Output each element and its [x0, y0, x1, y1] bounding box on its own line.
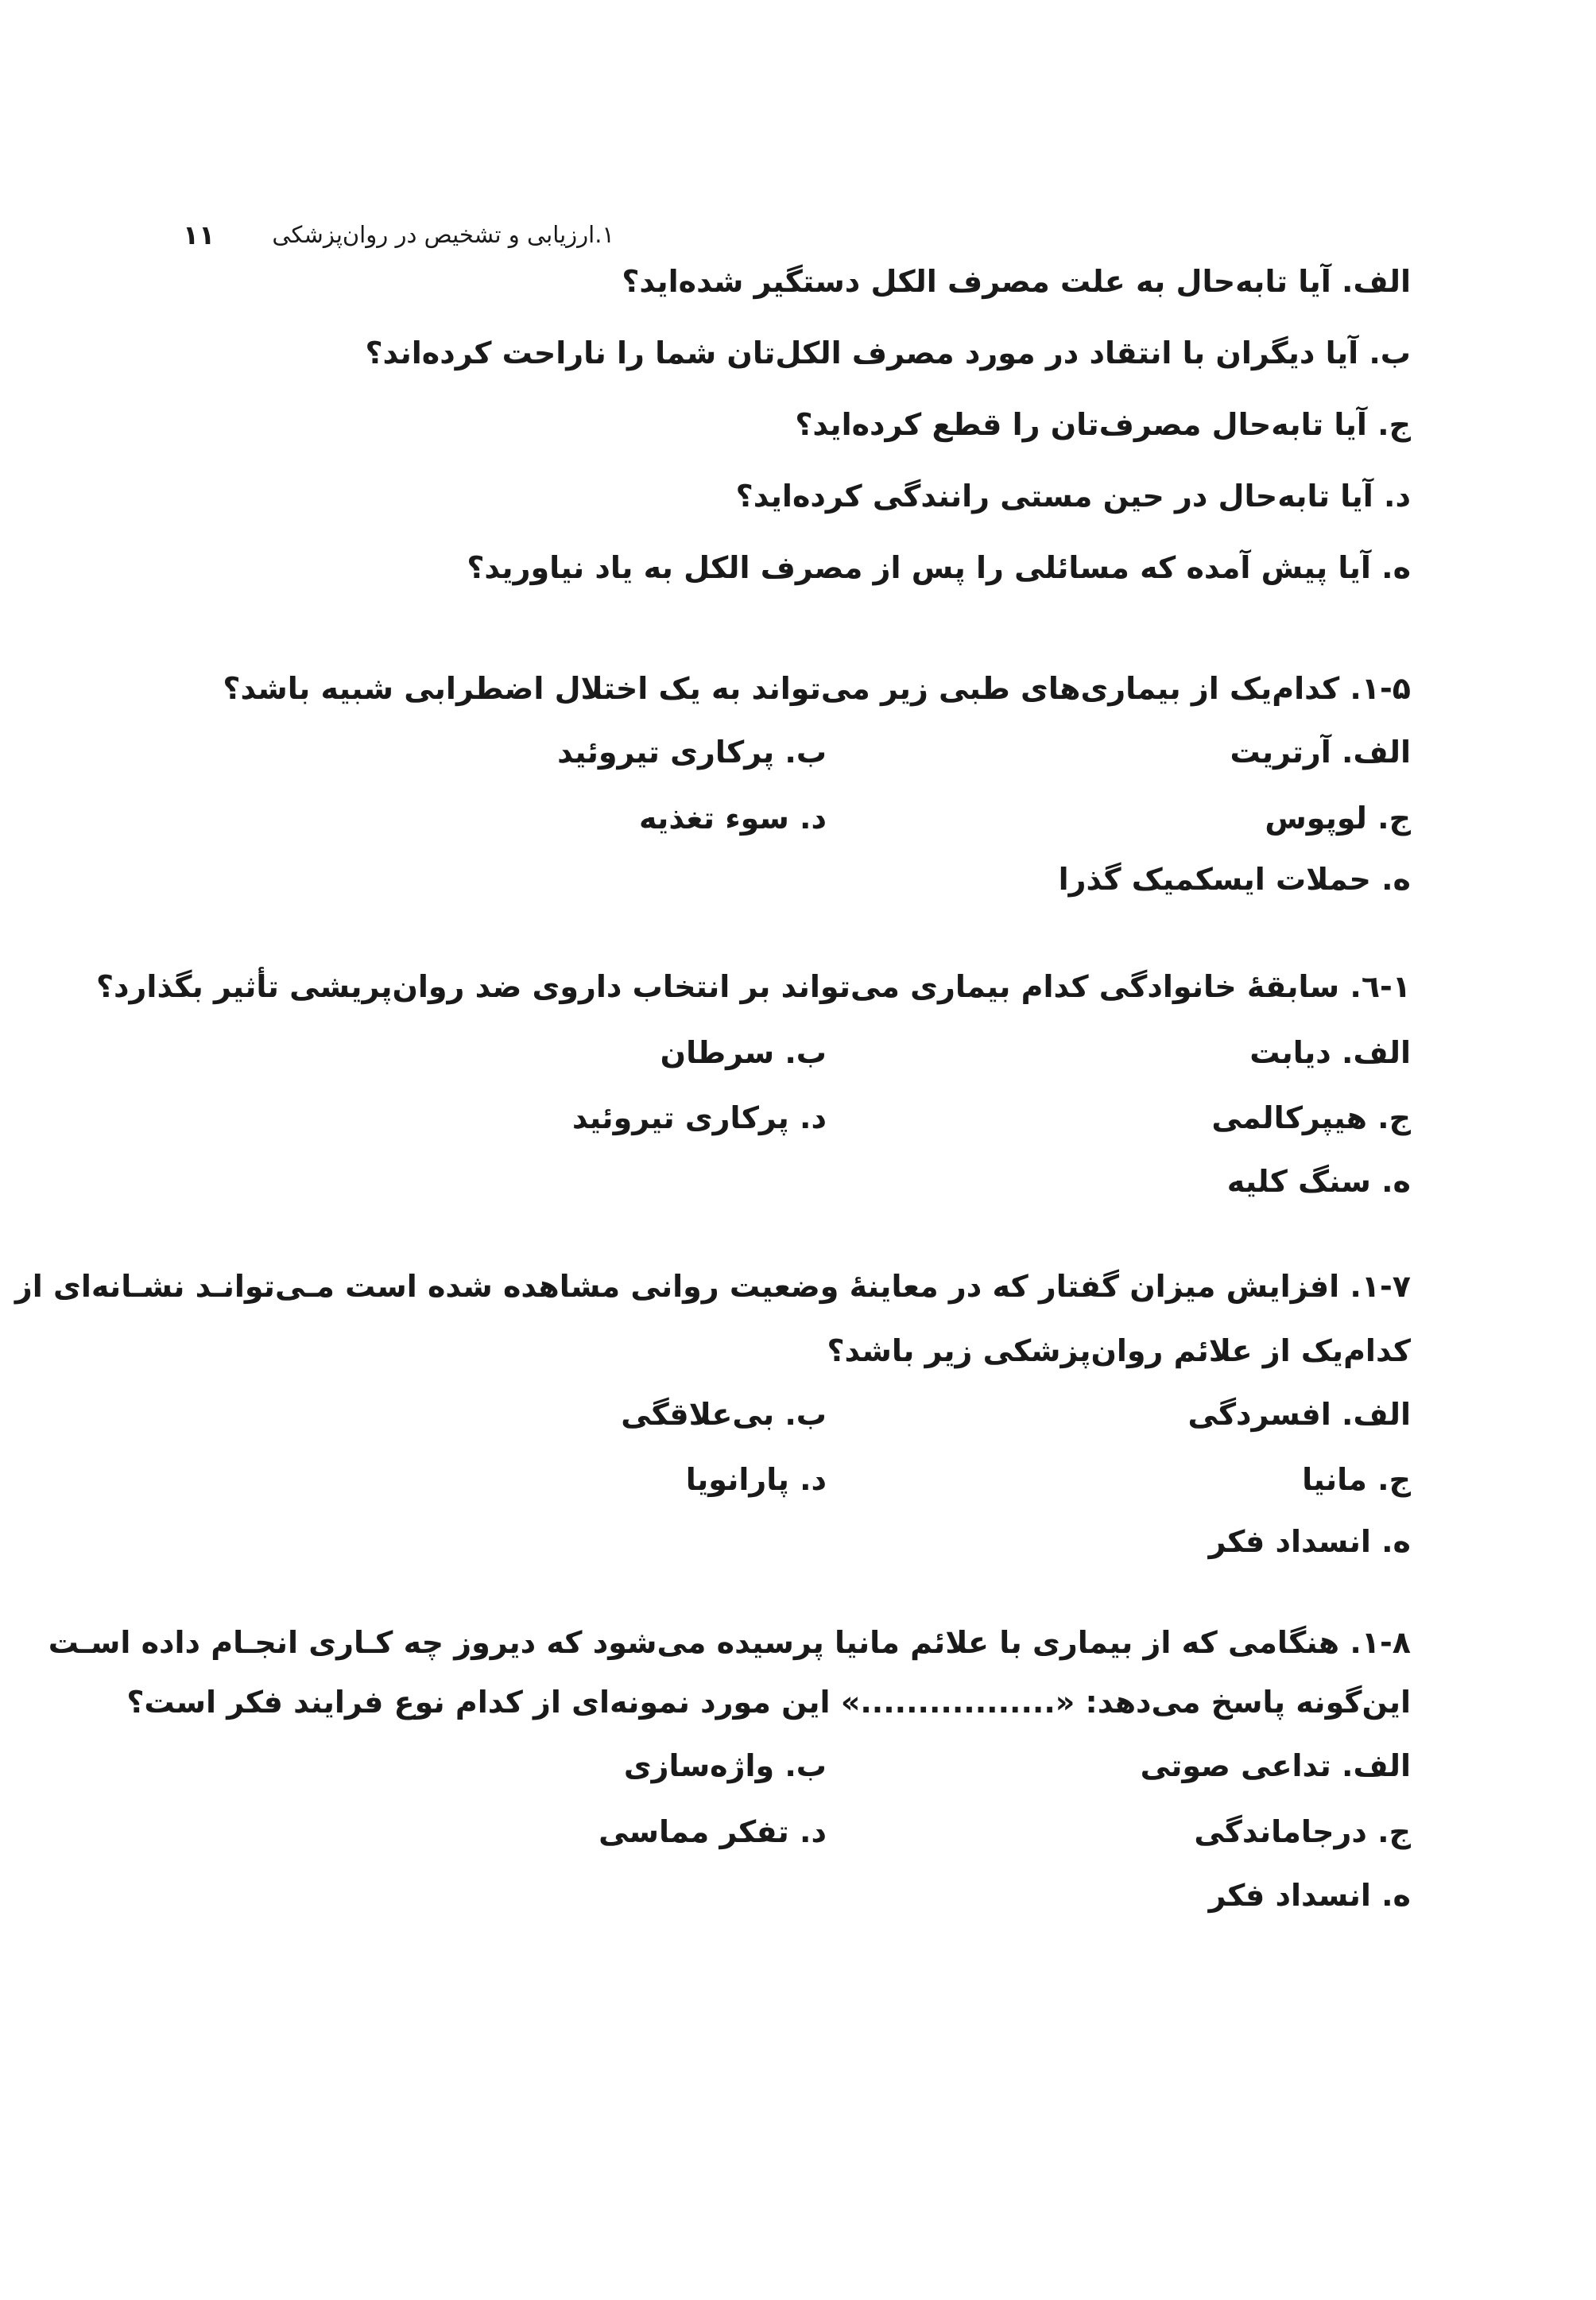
prev-option-b: ب. آیا دیگران با انتقاد در مورد مصرف الکل‌تان شما را ناراحت کرده‌اند؟ — [365, 335, 1411, 370]
q7-option-d: د. پارانویا — [685, 1462, 827, 1497]
question-1-6: ۱-٦. سابقهٔ خانوادگی کدام بیماری می‌تواند بر انتخاب داروی ضد روان‌پریشی تأثیر بگذارد؟ — [96, 969, 1411, 1004]
q8-option-a: الف. تداعی صوتی — [1140, 1748, 1411, 1783]
running-header — [185, 215, 614, 254]
q8-option-e: ه. انسداد فکر — [1208, 1878, 1411, 1913]
prev-option-a: الف. آیا تابه‌حال به علت مصرف الکل دستگیر شده‌اید؟ — [622, 264, 1411, 299]
q5-option-e: ه. حملات ایسکمیک گذرا — [1058, 862, 1411, 897]
question-1-8-line-2: این‌گونه پاسخ می‌دهد: «.................» این مورد نمونه‌ای از کدام نوع فرایند فکر است؟ — [126, 1685, 1411, 1720]
chapter-title: ۱.ارزیابی و تشخیص در روان‌پزشکی — [272, 221, 614, 248]
q6-option-c: ج. هیپرکالمی — [1211, 1100, 1411, 1135]
question-1-7-line-1: ۱-۷. افزایش میزان گفتار که در معاینهٔ وضعیت روانی مشاهده شده است مـی‌توانـد نشـانه‌ای از — [14, 1269, 1411, 1304]
page-number: ۱۱ — [183, 219, 215, 250]
q7-option-a: الف. افسردگی — [1187, 1397, 1411, 1432]
prev-option-c: ج. آیا تابه‌حال مصرف‌تان را قطع کرده‌اید؟ — [795, 407, 1411, 442]
q6-option-b: ب. سرطان — [660, 1035, 827, 1070]
question-1-5: ۱-۵. کدام‌یک از بیماری‌های طبی زیر می‌تواند به یک اختلال اضطرابی شبیه باشد؟ — [223, 671, 1411, 706]
q5-option-c: ج. لوپوس — [1265, 801, 1411, 836]
q5-option-d: د. سوء تغذیه — [639, 801, 827, 836]
q7-option-b: ب. بی‌علاقگی — [621, 1397, 827, 1432]
question-1-7-line-2: کدام‌یک از علائم روان‌پزشکی زیر باشد؟ — [827, 1333, 1411, 1368]
q8-option-c: ج. درجاماندگی — [1194, 1814, 1411, 1849]
q7-option-e: ه. انسداد فکر — [1208, 1524, 1411, 1559]
q8-option-b: ب. واژه‌سازی — [623, 1748, 827, 1783]
q7-option-c: ج. مانیا — [1302, 1462, 1411, 1497]
q5-option-b: ب. پرکاری تیروئید — [557, 735, 827, 770]
prev-option-d: د. آیا تابه‌حال در حین مستی رانندگی کرده‌اید؟ — [735, 479, 1411, 514]
q5-option-a: الف. آرتریت — [1230, 735, 1411, 770]
q6-option-a: الف. دیابت — [1249, 1035, 1411, 1070]
prev-option-e: ه. آیا پیش آمده که مسائلی را پس از مصرف الکل به یاد نیاورید؟ — [467, 550, 1411, 585]
q8-option-d: د. تفکر مماسی — [598, 1814, 827, 1849]
q6-option-e: ه. سنگ کلیه — [1226, 1164, 1411, 1199]
q6-option-d: د. پرکاری تیروئید — [571, 1100, 827, 1135]
question-1-8-line-1: ۱-۸. هنگامی که از بیماری با علائم مانیا پرسیده می‌شود که دیروز چه کـاری انجـام داده اسـت — [48, 1625, 1411, 1660]
